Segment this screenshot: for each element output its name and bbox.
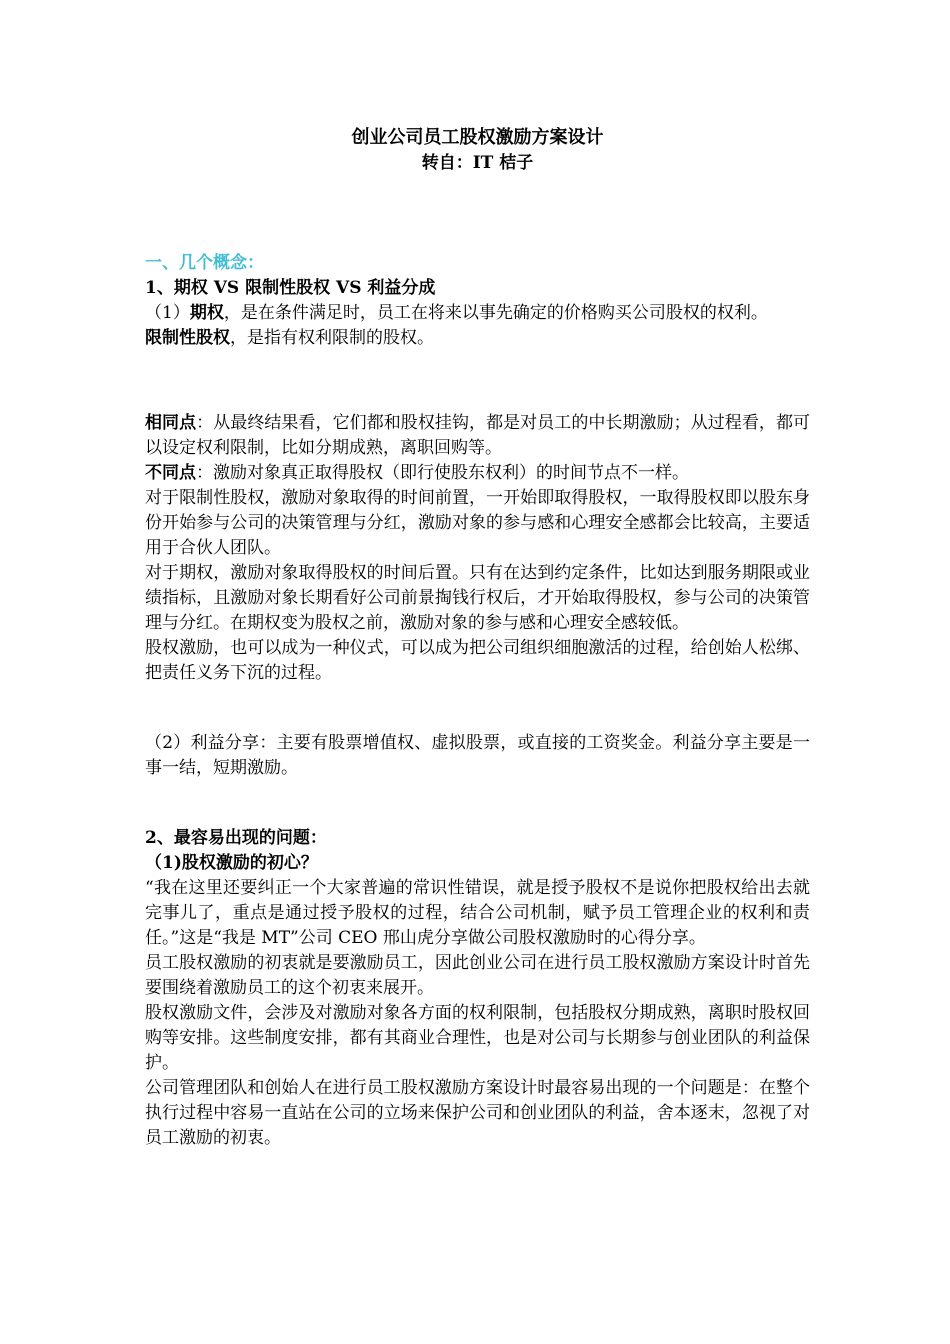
document-subtitle: 转自：IT 桔子 (421, 153, 534, 173)
paragraph-documents: 股权激励文件，会涉及对激励对象各方面的权利限制，包括股权分期成熟，离职时股权回购等安排。这些制度安排，都有其商业合理性，也是对公司与长期参与创业团队的利益保护。 (145, 1003, 810, 1073)
paragraph-restricted-definition (145, 326, 810, 351)
document-body (145, 124, 810, 1151)
paragraph-text: ：从最终结果看，它们都和股权挂钩，都是对员工的中长期激励；从过程看，都可以设定权利限制，比如分期成熟，离职回购等。 (145, 413, 811, 458)
paragraph-text: ，是指有权利限制的股权。 (230, 328, 434, 348)
spacer (145, 781, 810, 826)
paragraph-intent: 员工股权激励的初衷就是要激励员工，因此创业公司在进行员工股权激励方案设计时首先要围绕着激励员工的这个初衷来展开。 (145, 953, 810, 998)
spacer (145, 226, 810, 251)
section-heading-concepts: 一、几个概念： (145, 253, 264, 273)
paragraph-lead: （1） (145, 303, 190, 323)
term-similarities: 相同点 (145, 413, 197, 433)
subheading-original-intent: （1)股权激励的初心？ (145, 853, 318, 873)
heading-options-vs-restricted: 1、期权 VS 限制性股权 VS 利益分成 (145, 278, 436, 298)
spacer (145, 686, 810, 731)
term-restricted-equity: 限制性股权 (145, 328, 230, 348)
paragraph-options-definition (145, 301, 810, 326)
document-title: 创业公司员工股权激励方案设计 (351, 127, 604, 148)
spacer (145, 176, 810, 226)
paragraph-restricted-detail: 对于限制性股权，激励对象取得的时间前置，一开始即取得股权，一取得股权即以股东身份开始参与公司的决策管理与分红，激励对象的参与感和心理安全感都会比较高，主要适用于合伙人团队。 (145, 488, 810, 558)
spacer (145, 401, 810, 411)
paragraph-similarities (145, 411, 810, 461)
paragraph-options-detail: 对于期权，激励对象取得股权的时间后置。只有在达到约定条件，比如达到服务期限或业绩指标，且激励对象长期看好公司前景掏钱行权后，才开始取得股权，参与公司的决策管理与分红。在期权变为股权之前，激励对象的参与感和心理安全感较低。 (145, 563, 810, 633)
paragraph-quote: “我在这里还要纠正一个大家普遍的常识性错误，就是授予股权不是说你把股权给出去就完事儿了，重点是通过授予股权的过程，结合公司机制，赋予员工管理企业的权利和责任。”这是“我是 MT”公司 CEO 邢山虎分享做公司股权激励时的心得分享。 (145, 878, 810, 948)
paragraph-profit-sharing: （2）利益分享：主要有股票增值权、虚拟股票，或直接的工资奖金。利益分享主要是一事一结，短期激励。 (145, 733, 810, 778)
term-differences: 不同点 (145, 463, 196, 483)
paragraph-management-issue: 公司管理团队和创始人在进行员工股权激励方案设计时最容易出现的一个问题是：在整个执行过程中容易一直站在公司的立场来保护公司和创业团队的利益，舍本逐末，忽视了对员工激励的初衷。 (145, 1078, 810, 1148)
paragraph-text: ，是在条件满足时，员工在将来以事先确定的价格购买公司股权的权利。 (223, 303, 768, 323)
paragraph-differences (145, 461, 810, 486)
paragraph-ceremony: 股权激励，也可以成为一种仪式，可以成为把公司组织细胞激活的过程，给创始人松绑、把责任义务下沉的过程。 (145, 638, 810, 683)
spacer (145, 376, 810, 401)
spacer (145, 351, 810, 376)
paragraph-text: ：激励对象真正取得股权（即行使股东权利）的时间节点不一样。 (196, 463, 689, 483)
term-options: 期权 (189, 303, 224, 323)
heading-common-problems: 2、最容易出现的问题： (145, 828, 327, 848)
